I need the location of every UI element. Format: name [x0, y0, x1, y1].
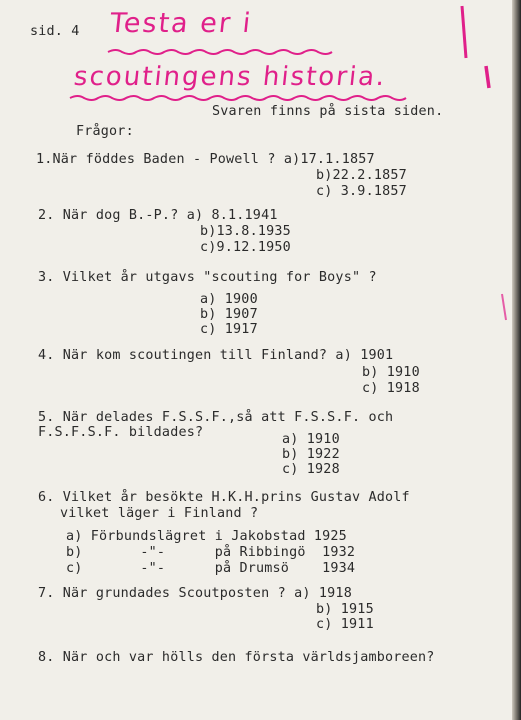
question-2-option-c: c)9.12.1950	[200, 240, 291, 255]
page-label: sid. 4	[30, 24, 80, 39]
pink-underline-marks	[0, 0, 512, 110]
handwritten-title-line-2: scoutingens historia.	[72, 62, 388, 92]
question-5-line-2: F.S.F.S.F. bildades?	[38, 425, 204, 440]
question-2: 2. När dog B.-P.? a) 8.1.1941	[38, 208, 278, 223]
question-6-option-a: a) Förbundslägret i Jakobstad 1925	[66, 529, 347, 544]
question-1-option-b: b)22.2.1857	[316, 168, 407, 183]
question-3-option-a: a) 1900	[200, 292, 258, 307]
question-2-option-b: b)13.8.1935	[200, 224, 291, 239]
answers-note: Svaren finns på sista siden.	[212, 104, 444, 119]
questions-heading: Frågor:	[76, 124, 134, 139]
question-7: 7. När grundades Scoutposten ? a) 1918	[38, 586, 352, 601]
question-8: 8. När och var hölls den första världsjamboreen?	[38, 650, 435, 665]
question-5-option-c: c) 1928	[282, 462, 340, 477]
question-1: 1.När föddes Baden - Powell ? a)17.1.1857	[36, 152, 375, 167]
question-7-option-b: b) 1915	[316, 602, 374, 617]
question-6-option-c: c) -"- på Drumsö 1934	[66, 561, 356, 576]
page-edge-shadow	[512, 0, 521, 720]
question-3-option-b: b) 1907	[200, 307, 258, 322]
question-4-option-b: b) 1910	[362, 365, 420, 380]
question-1-option-c: c) 3.9.1857	[316, 184, 407, 199]
question-6-option-b: b) -"- på Ribbingö 1932	[66, 545, 356, 560]
question-3: 3. Vilket år utgavs "scouting for Boys" ?	[38, 270, 377, 285]
handwritten-title-line-1: Testa er i	[108, 8, 254, 39]
question-4: 4. När kom scoutingen till Finland? a) 1901	[38, 348, 394, 363]
question-5-option-a: a) 1910	[282, 432, 340, 447]
question-5-line-1: 5. När delades F.S.S.F.,så att F.S.S.F. och	[38, 410, 394, 425]
question-7-option-c: c) 1911	[316, 617, 374, 632]
question-5-option-b: b) 1922	[282, 447, 340, 462]
question-4-option-c: c) 1918	[362, 381, 420, 396]
question-3-option-c: c) 1917	[200, 322, 258, 337]
question-6-line-1: 6. Vilket år besökte H.K.H.prins Gustav Adolf	[38, 490, 410, 505]
question-6-line-2: vilket läger i Finland ?	[60, 506, 259, 521]
